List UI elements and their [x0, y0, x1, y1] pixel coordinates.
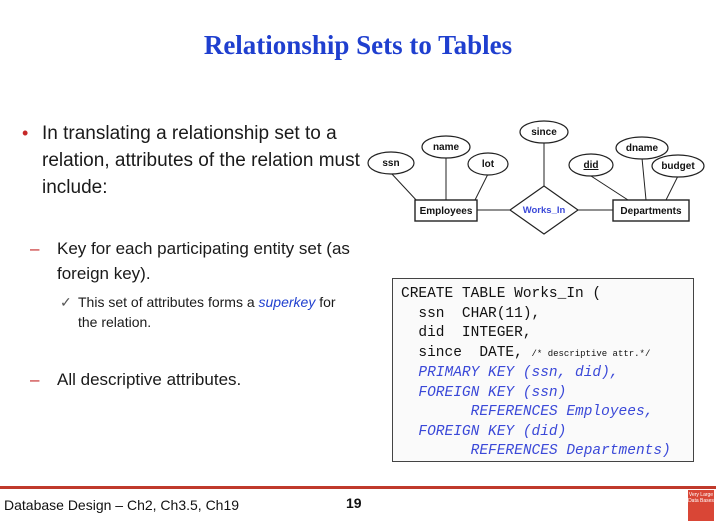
lot-attribute: lot — [481, 159, 495, 170]
main-bullet-text: In translating a relationship set to a relation, attributes of the relation must include: — [42, 123, 360, 198]
footer-divider — [0, 486, 716, 489]
check-bullet-text — [78, 292, 348, 332]
dash-icon: – — [30, 239, 40, 258]
since-attribute: since — [531, 127, 557, 138]
did-attribute: did — [583, 160, 599, 171]
code-line-1: CREATE TABLE Works_In ( — [401, 286, 602, 302]
er-diagram — [366, 116, 706, 236]
slide-title: Relationship Sets to Tables — [203, 30, 513, 60]
code-line-9: REFERENCES Departments) — [401, 443, 671, 459]
code-line-5: PRIMARY KEY (ssn, did), — [401, 365, 619, 381]
check-prefix: This set of attributes forms a — [78, 294, 259, 310]
vldb-logo: Very Large Data Bases — [688, 490, 714, 521]
footer-course-title: Database Design – Ch2, Ch3.5, Ch19 — [4, 497, 240, 513]
superkey-emphasis: superkey — [258, 294, 316, 310]
dname-attribute: dname — [625, 143, 659, 154]
ssn-attribute: ssn — [382, 158, 400, 169]
code-comment: /* descriptive attr.*/ — [531, 348, 651, 359]
code-line-3: did INTEGER, — [401, 325, 532, 341]
name-attribute: name — [432, 142, 460, 153]
bullet-dot-icon: • — [22, 123, 29, 143]
code-line-2: ssn CHAR(11), — [401, 305, 541, 322]
code-line-7: REFERENCES Employees, — [401, 404, 654, 420]
page-number: 19 — [346, 495, 362, 511]
sql-code-block — [392, 278, 694, 462]
works-in-relationship: Works_In — [522, 205, 566, 216]
code-line-6: FOREIGN KEY (ssn) — [401, 384, 567, 401]
employees-entity: Employees — [419, 206, 473, 217]
dash-icon: – — [30, 370, 40, 389]
sub-bullet-keys-text: Key for each participating entity set (as foreign key). — [57, 239, 350, 283]
budget-attribute: budget — [661, 161, 695, 172]
check-suffix: for the relation. — [78, 294, 336, 330]
checkmark-icon: ✓ — [60, 294, 72, 310]
code-line-4: since DATE, — [401, 344, 532, 361]
code-line-8: FOREIGN KEY (did) — [401, 423, 567, 440]
departments-entity: Departments — [620, 206, 682, 217]
sub-bullet-descriptive-text: All descriptive attributes. — [57, 370, 242, 389]
